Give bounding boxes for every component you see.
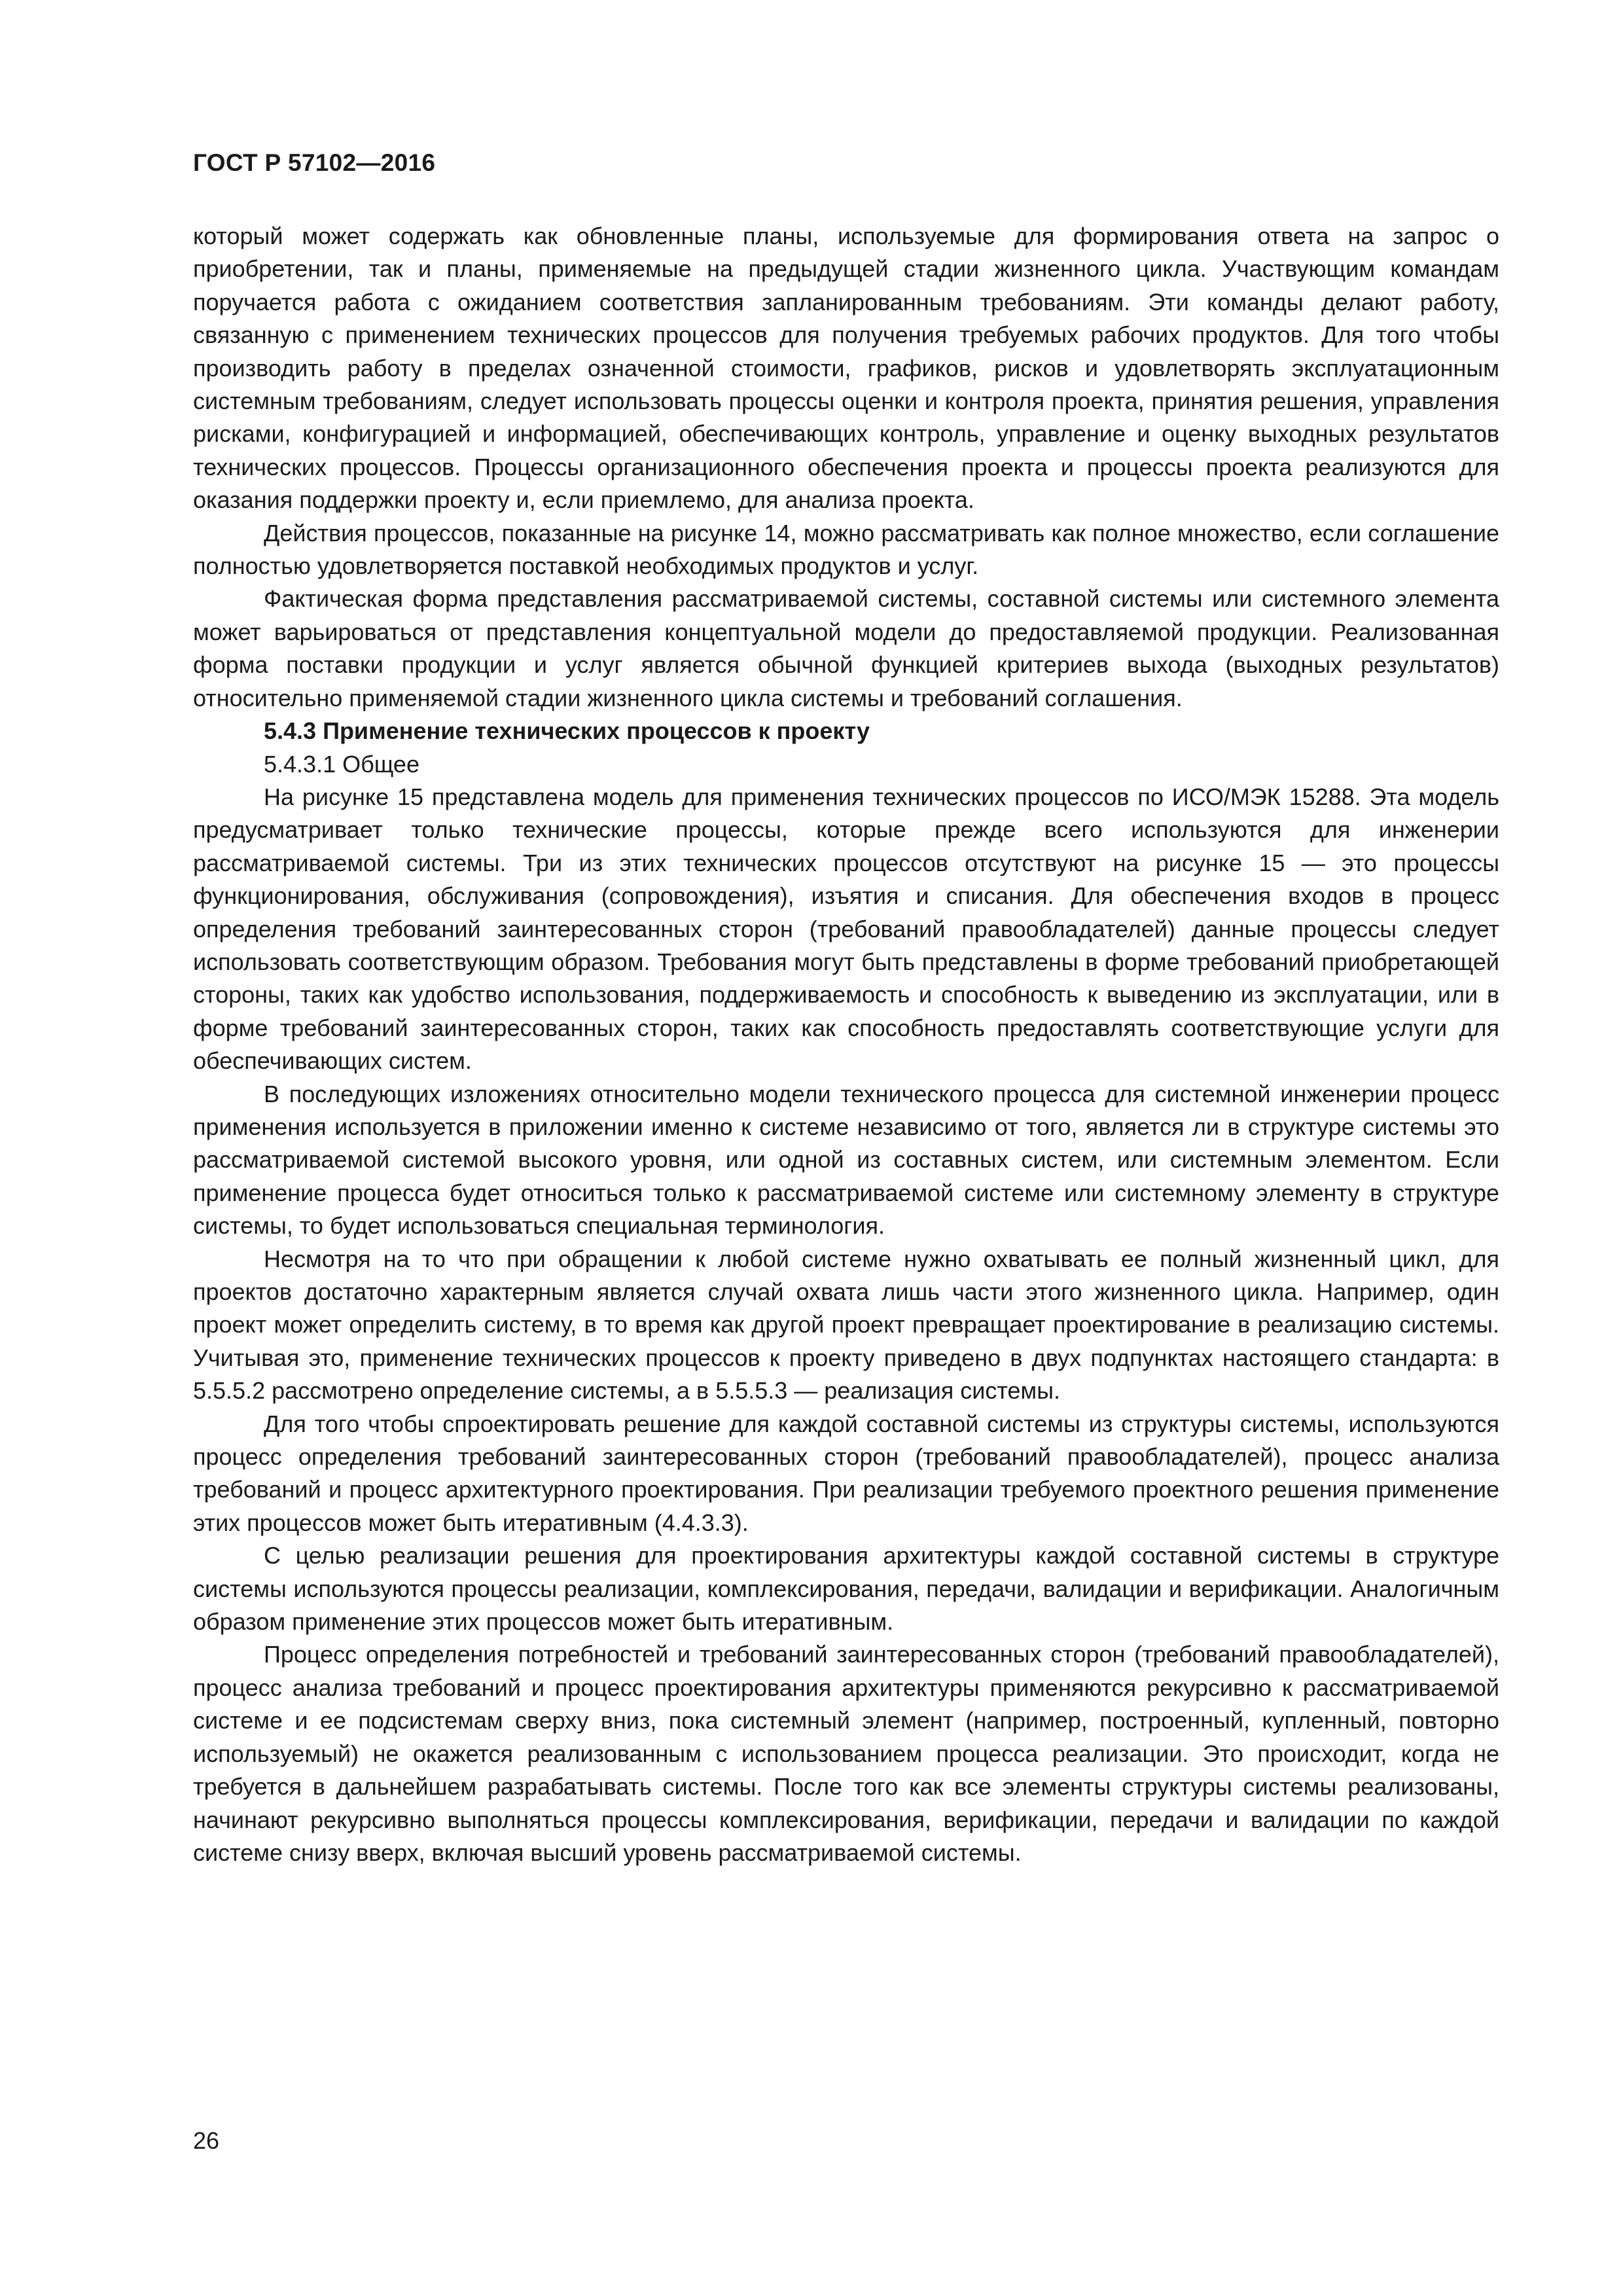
paragraph: С целью реализации решения для проектирования архитектуры каждой составной системы в структуре системы используются процессы реализации, комплексирования, передачи, валидации и верификации. Аналогичным образом применение этих процессов может быть итеративным. bbox=[193, 1542, 1499, 1636]
section-heading: 5.4.3 Применение технических процессов к проекту bbox=[264, 717, 870, 745]
paragraph: Фактическая форма представления рассматриваемой системы, составной системы или системного элемента может варьироваться от представления концептуальной модели до предоставляемой продукции. Реализованная форма поставки продукции и услуг является обычной функцией критериев выхода (выходных результатов) относительно применяемой стадии жизненного цикла системы и требований соглашения. bbox=[193, 585, 1499, 711]
document-body bbox=[193, 220, 1499, 1869]
paragraph: Действия процессов, показанные на рисунке 14, можно рассматривать как полное множество, если соглашение полностью удовлетворяется поставкой необходимых продуктов и услуг. bbox=[193, 519, 1499, 580]
paragraph: Для того чтобы спроектировать решение для каждой составной системы из структуры системы, используются процесс определения требований заинтересованных сторон (требований правообладателей), процесс анализа требований и процесс архитектурного проектирования. При реализации требуемого проектного решения применение этих процессов может быть итеративным (4.4.3.3). bbox=[193, 1410, 1499, 1536]
page-number: 26 bbox=[193, 2127, 220, 2154]
paragraph-continuation: который может содержать как обновленные планы, используемые для формирования ответа на запрос о приобретении, так и планы, применяемые на предыдущей стадии жизненного цикла. Участвующим командам поручается работа с ожиданием соответствия запланированным требованиям. Эти команды делают работу, связанную с применением технических процессов для получения требуемых рабочих продуктов. Для того чтобы производить работу в пределах означенной стоимости, графиков, рисков и удовлетворять эксплуатационным системным требованиям, следует использовать процессы оценки и контроля проекта, принятия решения, управления рисками, конфигурацией и информацией, обеспечивающих контроль, управление и оценку выходных результатов технических процессов. Процессы организационного обеспечения проекта и процессы проекта реализуются для оказания поддержки проекту и, если приемлемо, для анализа проекта. bbox=[193, 223, 1499, 514]
subsection-heading: 5.4.3.1 Общее bbox=[264, 750, 419, 778]
paragraph: В последующих изложениях относительно модели технического процесса для системной инженерии процесс применения используется в приложении именно к системе независимо от того, является ли в структуре системы это рассматриваемой системой высокого уровня, или одной из составных систем, или системным элементом. Если применение процесса будет относиться только к рассматриваемой системе или системному элементу в структуре системы, то будет использоваться специальная терминология. bbox=[193, 1080, 1499, 1240]
page-header-standard: ГОСТ Р 57102—2016 bbox=[193, 149, 436, 176]
paragraph: Несмотря на то что при обращении к любой системе нужно охватывать ее полный жизненный цикл, для проектов достаточно характерным является случай охвата лишь части этого жизненного цикла. Например, один проект может определить систему, в то время как другой проект превращает проектирование в реализацию системы. Учитывая это, применение технических процессов к проекту приведено в двух подпунктах настоящего стандарта: в 5.5.5.2 рассмотрено определение системы, а в 5.5.5.3 — реализация системы. bbox=[193, 1245, 1499, 1405]
paragraph: Процесс определения потребностей и требований заинтересованных сторон (требований правообладателей), процесс анализа требований и процесс проектирования архитектуры применяются рекурсивно к рассматриваемой системе и ее подсистемам сверху вниз, пока системный элемент (например, построенный, купленный, повторно используемый) не окажется реализованным с использованием процесса реализации. Это происходит, когда не требуется в дальнейшем разрабатывать системы. После того как все элементы структуры системы реализованы, начинают рекурсивно выполняться процессы комплексирования, верификации, передачи и валидации по каждой системе снизу вверх, включая высший уровень рассматриваемой системы. bbox=[193, 1641, 1499, 1866]
paragraph: На рисунке 15 представлена модель для применения технических процессов по ИСО/МЭК 15288. Эта модель предусматривает только технические процессы, которые прежде всего используются для инженерии рассматриваемой системы. Три из этих технических процессов отсутствуют на рисунке 15 — это процессы функционирования, обслуживания (сопровождения), изъятия и списания. Для обеспечения входов в процесс определения требований заинтересованных сторон (требований правообладателей) данные процессы следует использовать соответствующим образом. Требования могут быть представлены в форме требований приобретающей стороны, таких как удобство использования, поддерживаемость и способность к выведению из эксплуатации, или в форме требований заинтересованных сторон, таких как способность предоставлять соответствующие услуги для обеспечивающих систем. bbox=[193, 783, 1499, 1075]
